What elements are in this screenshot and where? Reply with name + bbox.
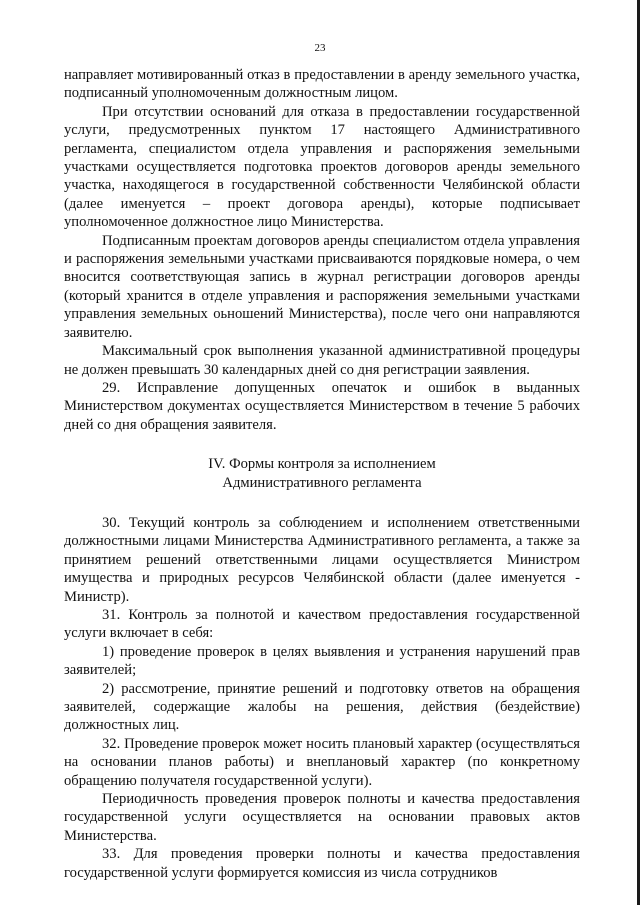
paragraph: 33. Для проведения проверки полноты и качества предоставления государственной услуги формируется комиссия из числа сотрудников xyxy=(64,846,580,881)
paragraph: 29. Исправление допущенных опечаток и ошибок в выданных Министерством документах осуществляется Министерством в течение 5 рабочих дней со дня обращения заявителя. xyxy=(64,379,580,433)
paragraphs-before-heading xyxy=(64,66,580,434)
paragraph: При отсутствии оснований для отказа в предоставлении государственной услуги, предусмотренных пунктом 17 настоящего Административного регламента, специалистом отдела управления и распоряжения земельными участками осуществляется подготовка проектов договоров аренды земельного участка, находящегося в государственной собственности Челябинской области (далее именуется – проект договора аренды), которые подписывает уполномоченное должностное лицо Министерства. xyxy=(64,103,580,231)
paragraph: Максимальный срок выполнения указанной административной процедуры не должен превышать 30 календарных дней со дня регистрации заявления. xyxy=(64,343,580,378)
document-body xyxy=(64,66,580,882)
paragraph: 1) проведение проверок в целях выявления и устранения нарушений прав заявителей; xyxy=(64,643,580,679)
paragraph: Подписанным проектам договоров аренды специалистом отдела управления и распоряжения земельными участками присваиваются порядковые номера, о чем вносится соответствующая запись в журнал регистрации договоров аренды (который хранится в отделе управления и распоряжения земельными участками управления земельных оьношений Министерства), после чего они направляются заявителю. xyxy=(64,232,580,341)
section-heading-line-1: IV. Формы контроля за исполнением xyxy=(208,456,436,473)
section-heading xyxy=(64,455,580,492)
page-number: 23 xyxy=(314,42,326,54)
paragraph: 30. Текущий контроль за соблюдением и исполнением ответственными должностными лицами Министерства Административного регламента, а также за принятием решений ответственными лицами осуществляется Министром имущества и природных ресурсов Челябинской области (далее именуется - Министр). xyxy=(64,514,580,605)
section-heading-line-2: Административного регламента xyxy=(222,474,422,491)
paragraph: 32. Проведение проверок может носить плановый характер (осуществляться на основании планов работы) и внеплановый характер (по конкретному обращению получателя государственной услуги). xyxy=(64,735,580,789)
paragraph: Периодичность проведения проверок полноты и качества предоставления государственной услуги осуществляется на основании правовых актов Министерства. xyxy=(64,791,580,844)
paragraph: 2) рассмотрение, принятие решений и подготовку ответов на обращения заявителей, содержащие жалобы на решения, действия (бездействие) должностных лиц. xyxy=(64,680,580,734)
paragraph: 31. Контроль за полнотой и качеством предоставления государственной услуги включает в себя: xyxy=(64,606,580,642)
paragraph: направляет мотивированный отказ в предоставлении в аренду земельного участка, подписанный уполномоченным должностным лицом. xyxy=(64,67,580,102)
paragraphs-after-heading xyxy=(64,514,580,882)
